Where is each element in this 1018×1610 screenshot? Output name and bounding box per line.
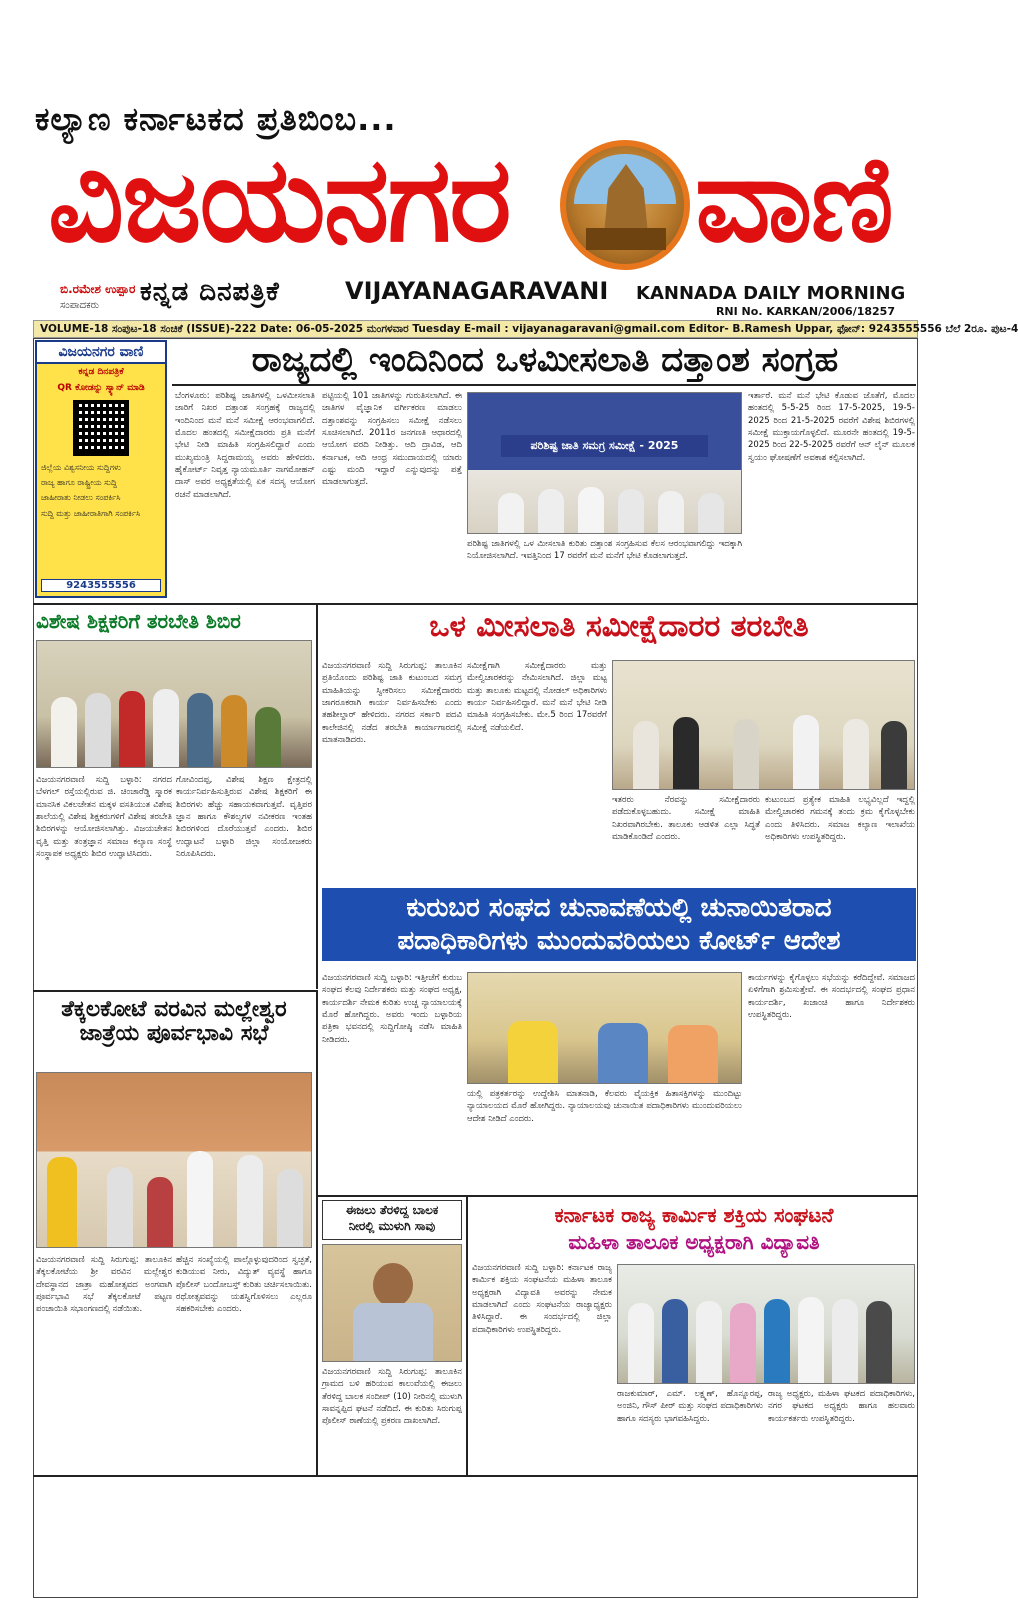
- tagline: ಕಲ್ಯಾಣ ಕರ್ನಾಟಕದ ಪ್ರತಿಬಿಂಬ...: [35, 100, 397, 138]
- editor-name: ಬಿ.ರಮೇಶ ಉಪ್ಪಾರ: [60, 282, 136, 296]
- story7-headline-line: ಮಹಿಳಾ ತಾಲೂಕ ಅಧ್ಯಕ್ಷರಾಗಿ ವಿದ್ಯಾವತಿ: [568, 1230, 820, 1254]
- story3-column: ಸಮೀಕ್ಷೆಗಾಗಿ ಸಮೀಕ್ಷೆದಾರರು ಮತ್ತು ಮೇಲ್ವಿಚಾರಕರನ್ನು ನೇಮಿಸಲಾಗಿದೆ. ಜಿಲ್ಲಾ ಮಟ್ಟ ಮತ್ತು ತಾಲೂಕು ಮಟ್ಟದಲ್ಲಿ ನೋಡಲ್ ಅಧಿಕಾರಿಗಳು ಕಾರ್ಯ ನಿರ್ವಹಿಸಲಿದ್ದಾರೆ. ಮನೆ ಮನೆ ಭೇಟಿ ನೀಡಿ ಮಾಹಿತಿ ಸಂಗ್ರಹಿಸಬೇಕು. ಮೇ.5 ರಿಂದ 17ರವರೆಗೆ ಸಮೀಕ್ಷೆ ನಡೆಯಲಿದೆ.: [467, 661, 607, 733]
- story3-column: ಕುಟುಂಬದ ಪ್ರತ್ಯೇಕ ಮಾಹಿತಿ ಲಭ್ಯವಿಲ್ಲದೆ ಇದ್ದಲ್ಲಿ ಮೇಲ್ವಿಚಾರಕರ ಗಮನಕ್ಕೆ ತಂದು ಕ್ರಮ ಕೈಗೊಳ್ಳಬೇಕು ಎಂದು ತಿಳಿಸಿದರು. ಸಮಾಜ ಕಲ್ಯಾಣ ಇಲಾಖೆಯ ಅಧಿಕಾರಿಗಳು ಉಪಸ್ಥಿತರಿದ್ದರು.: [765, 795, 915, 842]
- divider: [316, 1195, 918, 1197]
- ad-line: ಜಿಲ್ಲೆಯ ವಿಶ್ವಸನೀಯ ಸುದ್ದಿಗಳು: [41, 463, 121, 472]
- story6-photo: [322, 1244, 462, 1362]
- story1-column: ಪಟ್ಟಿಯಲ್ಲಿ 101 ಜಾತಿಗಳನ್ನು ಗುರುತಿಸಲಾಗಿದೆ. ಈ ಜಾತಿಗಳ ವೈಜ್ಞಾನಿಕ ವರ್ಗೀಕರಣ ಮಾಡಲು ದತ್ತಾಂಶವನ್ನು ಸಂಗ್ರಹಿಸಲು ಸಮೀಕ್ಷೆ ನಡೆಸಲು ಸೂಚಿಸಲಾಗಿದೆ. 2011ರ ಜನಗಣತಿ ಆಧಾರದಲ್ಲಿ ಆಯೋಗ ವರದಿ ನೀಡಿತ್ತು. ಆದಿ ದ್ರಾವಿಡ, ಆದಿ ಕರ್ನಾಟಕ, ಆದಿ ಆಂಧ್ರ ಸಮುದಾಯದಲ್ಲಿ ಯಾರು ಎಷ್ಟು ಮಂದಿ ಇದ್ದಾರೆ ಎನ್ನುವುದನ್ನು ಪತ್ತೆ ಮಾಡಲಾಗುತ್ತದೆ.: [322, 391, 462, 488]
- story5-column: ವಿಜಯನಗರವಾಣಿ ಸುದ್ದಿ ಸಿರುಗುಪ್ಪ: ತಾಲೂಕಿನ ತೆಕ್ಕಲಕೋಟೆಯ ಶ್ರೀ ವರವಿನ ಮಲ್ಲೇಶ್ವರ ದೇವಸ್ಥಾನದ ಜಾತ್ರಾ ಮಹೋತ್ಸವದ ಅಂಗವಾಗಿ ಪೂರ್ವಭಾವಿ ಸಭೆ ತೆಕ್ಕಲಕೋಟೆ ಪಟ್ಟಣ ಪಂಚಾಯಿತಿ ಸಭಾಂಗಣದಲ್ಲಿ ನಡೆಯಿತು.: [36, 1255, 172, 1315]
- story2-headline[interactable]: ವಿಶೇಷ ಶಿಕ್ಷಕರಿಗೆ ತರಬೇತಿ ಶಿಬಿರ: [36, 609, 241, 633]
- story2-column: ವಿಜಯನಗರವಾಣಿ ಸುದ್ದಿ ಬಳ್ಳಾರಿ: ನಗರದ ಬೆಳಗಲ್ ರಸ್ತೆಯಲ್ಲಿರುವ ಜಿ. ಚಿಂಚಾರೆಡ್ಡಿ ಸ್ಮಾರಕ ಮಾನಸಿಕ ವಿಕಲಚೇತನ ಮಕ್ಕಳ ವಸತಿಯುತ ವಿಶೇಷ ಶಾಲೆಯಲ್ಲಿ ವಿಶೇಷ ಶಿಕ್ಷಕರುಗಳಿಗೆ ವಿಶೇಷ ತರಬೇತಿ ಶಿಬಿರಗಳನ್ನು ಆಯೋಜಿಸಲಾಗಿತ್ತು. ವಿಜಯಚೇತನ ವೃತ್ತಿ ಮತ್ತು ತಂತ್ರಜ್ಞಾನ ಸಮಾಜ ಕಲ್ಯಾಣ ಸಂಸ್ಥೆ ಸಂಸ್ಥಾಪಕ ಅಧ್ಯಕ್ಷರು ಶಿಬಿರ ಉದ್ಘಾಟಿಸಿದರು.: [36, 775, 172, 859]
- story2-photo: [36, 640, 312, 768]
- ad-subtitle: ಕನ್ನಡ ದಿನಪತ್ರಿಕೆ: [78, 367, 124, 377]
- story3-photo: [612, 660, 915, 790]
- ad-phone: 9243555556: [41, 579, 161, 592]
- story3-column: ಇತರರು ನೆರವನ್ನು ಸಮೀಕ್ಷೆದಾರರು ಪಡೆದುಕೊಳ್ಳಬಹುದು. ಸಮೀಕ್ಷೆ ಮಾಹಿತಿ ನಿಖರವಾಗಿರಬೇಕು. ತಾಲೂಕು ಆಡಳಿತ ಎಲ್ಲಾ ಸಿದ್ಧತೆ ಮಾಡಿಕೊಂಡಿದೆ ಎಂದರು.: [612, 795, 760, 842]
- story6-headline-line: ಈಜಲು ತೆರಳಿದ್ದ ಬಾಲಕ: [345, 1203, 439, 1217]
- qr-code-icon[interactable]: [73, 400, 129, 456]
- ad-line: ರಾಜ್ಯ ಹಾಗೂ ರಾಷ್ಟ್ರೀಯ ಸುದ್ದಿ: [41, 478, 117, 488]
- story7-headline-line: ಕರ್ನಾಟಕ ರಾಜ್ಯ ಕಾರ್ಮಿಕ ಶಕ್ತಿಯ ಸಂಘಟನೆ: [554, 1203, 834, 1227]
- story6-headline[interactable]: [322, 1200, 462, 1240]
- story4-headline-line: ಕುರುಬರ ಸಂಘದ ಚುನಾವಣೆಯಲ್ಲಿ ಚುನಾಯಿತರಾದ: [406, 893, 832, 923]
- story7-column: ರಾಜಕುಮಾರ್, ಎಮ್. ಲಕ್ಷ್ಮಣ್, ಹೊನ್ನೂರಪ್ಪ, ಅಂಜಿನಿ, ಗೌಸ್ ಪೀರ್ ಮತ್ತು ಸಂಘದ ಪದಾಧಿಕಾರಿಗಳು ಹಾಗೂ ಸದಸ್ಯರು ಭಾಗವಹಿಸಿದ್ದರು.: [617, 1389, 763, 1424]
- story3-column: ವಿಜಯನಗರವಾಣಿ ಸುದ್ದಿ ಸಿರುಗುಪ್ಪ: ತಾಲೂಕಿನ ಪ್ರತಿಯೊಂದು ಪರಿಶಿಷ್ಟ ಜಾತಿ ಕುಟುಂಬದ ಸಮಗ್ರ ಮಾಹಿತಿಯನ್ನು ಸ್ವೀಕರಿಸಲು ಸಮೀಕ್ಷೆದಾರರು ಜಾಗರೂಕರಾಗಿ ಕಾರ್ಯ ನಿರ್ವಹಿಸಬೇಕು ಎಂದು ತಹಶೀಲ್ದಾರ್ ಹೇಳಿದರು. ನಗರದ ಸರ್ಕಾರಿ ಪದವಿ ಕಾಲೇಜಿನಲ್ಲಿ ನಡೆದ ತರಬೇತಿ ಕಾರ್ಯಾಗಾರದಲ್ಲಿ ಮಾತನಾಡಿದರು.: [322, 661, 462, 745]
- story4-column: ಕಾರ್ಯಗಳನ್ನು ಕೈಗೊಳ್ಳಲು ಸಭೆಯನ್ನು ಕರೆದಿದ್ದೇವೆ. ಸಮಾಜದ ಏಳಿಗೆಗಾಗಿ ಶ್ರಮಿಸುತ್ತೇವೆ. ಈ ಸಂದರ್ಭದಲ್ಲಿ ಸಂಘದ ಪ್ರಧಾನ ಕಾರ್ಯದರ್ಶಿ, ಖಜಾಂಚಿ ಹಾಗೂ ನಿರ್ದೇಶಕರು ಉಪಸ್ಥಿತರಿದ್ದರು.: [748, 973, 915, 1020]
- story1-photo: [467, 392, 742, 534]
- daily-label-english: VIJAYANAGARAVANI: [345, 277, 609, 305]
- ad-qr-text: QR ಕೋಡನ್ನು ಸ್ಕ್ಯಾನ್ ಮಾಡಿ: [57, 383, 145, 393]
- story4-column: ವಿಜಯನಗರವಾಣಿ ಸುದ್ದಿ ಬಳ್ಳಾರಿ: ಇತ್ತೀಚೆಗೆ ಕುರುಬ ಸಂಘದ ಕೆಲವು ನಿರ್ದೇಶಕರು ಮತ್ತು ಸಂಘದ ಅಧ್ಯಕ್ಷ, ಕಾರ್ಯದರ್ಶಿ ನೇಮಕ ಕುರಿತು ಉಚ್ಚ ನ್ಯಾಯಾಲಯಕ್ಕೆ ಮೊರೆ ಹೋಗಿದ್ದರು. ಅವರು ಇಂದು ಬಳ್ಳಾರಿಯ ಪತ್ರಿಕಾ ಭವನದಲ್ಲಿ ಸುದ್ದಿಗೋಷ್ಠಿ ನಡೆಸಿ ಮಾಹಿತಿ ನೀಡಿದರು.: [322, 973, 462, 1045]
- story1-column: ಬೆಂಗಳೂರು: ಪರಿಶಿಷ್ಟ ಜಾತಿಗಳಲ್ಲಿ ಒಳಮೀಸಲಾತಿ ಜಾರಿಗೆ ನಿಖರ ದತ್ತಾಂಶ ಸಂಗ್ರಹಕ್ಕೆ ರಾಜ್ಯದಲ್ಲಿ ಇಂದಿನಿಂದ ಮನೆ ಮನೆ ಸಮೀಕ್ಷೆ ಆರಂಭವಾಗಲಿದೆ. ಮೊದಲ ಹಂತದಲ್ಲಿ ಸಮೀಕ್ಷೆದಾರರು ಪ್ರತಿ ಮನೆಗೆ ಭೇಟಿ ನೀಡಿ ಮಾಹಿತಿ ಸಂಗ್ರಹಿಸಲಿದ್ದಾರೆ ಎಂದು ಮುಖ್ಯಮಂತ್ರಿ ಸಿದ್ದರಾಮಯ್ಯ ಅವರು ಹೇಳಿದರು. ಹೈಕೋರ್ಟ್ ನಿವೃತ್ತ ನ್ಯಾಯಮೂರ್ತಿ ನಾಗಮೋಹನ್ ದಾಸ್ ಅವರ ಅಧ್ಯಕ್ಷತೆಯಲ್ಲಿ ಏಕ ಸದಸ್ಯ ಆಯೋಗ ರಚನೆ ಮಾಡಲಾಗಿದೆ.: [175, 391, 315, 500]
- qr-advertisement: [35, 340, 167, 598]
- story4-photo: [467, 972, 742, 1084]
- brand-name-right: ವಾಣಿ: [695, 130, 892, 268]
- story7-photo: [617, 1264, 915, 1384]
- story5-headline-line: ತೆಕ್ಕಲಕೋಟೆ ವರವಿನ ಮಲ್ಲೇಶ್ವರ: [61, 997, 287, 1022]
- story5-photo: [36, 1072, 312, 1248]
- story5-headline[interactable]: [36, 998, 312, 1046]
- brand-name-left: ವಿಜಯನಗರ: [48, 130, 510, 268]
- daily-morning-label: KANNADA DAILY MORNING: [636, 283, 906, 304]
- story1-column: ಇರ್ತಾರೆ. ಮನೆ ಮನೆ ಭೇಟಿ ಕೊಡುವ ಜೊತೆಗೆ, ಮೊದಲ ಹಂತದಲ್ಲಿ 5-5-25 ರಿಂದ 17-5-2025, 19-5-2025 ರಿಂದ 21-5-2025 ರವರೆಗೆ ವಿಶೇಷ ಶಿಬಿರಗಳಲ್ಲಿ ಸಮೀಕ್ಷೆ ಮುಕ್ತಾಯಗೊಳ್ಳಲಿದೆ. ಮೂರನೇ ಹಂತದಲ್ಲಿ 19-5-2025 ರಿಂದ 22-5-2025 ರವರೆಗೆ ಆನ್ ಲೈನ್ ಮೂಲಕ ಸ್ವಯಂ ಘೋಷಣೆಗೆ ಅವಕಾಶ ಕಲ್ಪಿಸಲಾಗಿದೆ.: [748, 391, 915, 463]
- rni-number: RNI No. KARKAN/2006/18257: [715, 305, 895, 318]
- story1-column: ಪರಿಶಿಷ್ಟ ಜಾತಿಗಳಲ್ಲಿ ಒಳ ಮೀಸಲಾತಿ ಕುರಿತು ದತ್ತಾಂಶ ಸಂಗ್ರಹಿಸುವ ಕೆಲಸ ಆರಂಭವಾಗಲಿದ್ದು ಇದಕ್ಕಾಗಿ ನಿಯೋಜಿಸಲಾಗಿದೆ. ಇವತ್ತಿನಿಂದ 17 ರವರೆಗೆ ಮನೆ ಮನೆಗೆ ಭೇಟಿ ಕೊಡಲಾಗುತ್ತದೆ.: [467, 539, 742, 562]
- story6-headline-line: ನೀರಲ್ಲಿ ಮುಳುಗಿ ಸಾವು: [348, 1218, 436, 1233]
- temple-logo: [560, 140, 690, 270]
- divider: [316, 604, 318, 989]
- story5-column: ಹೆಚ್ಚಿನ ಸಂಖ್ಯೆಯಲ್ಲಿ ಪಾಲ್ಗೊಳ್ಳುವುದರಿಂದ ಸ್ವಚ್ಛತೆ, ಕುಡಿಯುವ ನೀರು, ವಿದ್ಯುತ್ ವ್ಯವಸ್ಥೆ ಹಾಗೂ ಪೊಲೀಸ್ ಬಂದೋಬಸ್ತ್ ಕುರಿತು ಚರ್ಚಿಸಲಾಯಿತು. ರಥೋತ್ಸವವನ್ನು ಯಶಸ್ವಿಗೊಳಿಸಲು ಎಲ್ಲರೂ ಸಹಕರಿಸಬೇಕು ಎಂದರು.: [176, 1255, 312, 1315]
- story2-column: ಗೋವಿಂದಪ್ಪ, ವಿಶೇಷ ಶಿಕ್ಷಣ ಕ್ಷೇತ್ರದಲ್ಲಿ ಕಾರ್ಯನಿರ್ವಹಿಸುತ್ತಿರುವ ವಿಶೇಷ ಶಿಕ್ಷಕರಿಗೆ ಈ ಶಿಬಿರಗಳು ಹೆಚ್ಚು ಸಹಾಯಕವಾಗುತ್ತವೆ. ವೃತ್ತಿಪರ ಜ್ಞಾನ ಹಾಗೂ ಕೌಶಲ್ಯಗಳ ನವೀಕರಣ ಇಂತಹ ಶಿಬಿರಗಳಿಂದ ದೊರೆಯುತ್ತವೆ ಎಂದರು. ಶಿಬಿರ ಉದ್ಘಾಟನೆ ಬಳ್ಳಾರಿ ಜಿಲ್ಲಾ ಸಂಯೋಜಕರು ನಿರೂಪಿಸಿದರು.: [176, 775, 312, 859]
- story7-headline[interactable]: [472, 1202, 916, 1256]
- divider: [316, 990, 318, 1475]
- story7-column: ವಿಜಯನಗರವಾಣಿ ಸುದ್ದಿ ಬಳ್ಳಾರಿ: ಕರ್ನಾಟಕ ರಾಜ್ಯ ಕಾರ್ಮಿಕ ಶಕ್ತಿಯ ಸಂಘಟನೆಯ ಮಹಿಳಾ ತಾಲೂಕ ಅಧ್ಯಕ್ಷರಾಗಿ ವಿದ್ಯಾವತಿ ಅವರನ್ನು ನೇಮಕ ಮಾಡಲಾಗಿದೆ ಎಂದು ಸಂಘಟನೆಯ ರಾಜ್ಯಾಧ್ಯಕ್ಷರು ತಿಳಿಸಿದ್ದಾರೆ. ಈ ಸಂದರ್ಭದಲ್ಲಿ ಜಿಲ್ಲಾ ಪದಾಧಿಕಾರಿಗಳು ಉಪಸ್ಥಿತರಿದ್ದರು.: [472, 1263, 612, 1335]
- ad-line: ಜಾಹೀರಾತು ನೀಡಲು ಸಂಪರ್ಕಿಸಿ: [41, 493, 121, 503]
- issue-info-bar: VOLUME-18 ಸಂಪುಟ-18 ಸಂಚಿಕೆ (ISSUE)-222 Date: 06-05-2025 ಮಂಗಳವಾರ Tuesday E-mail : vijayanagaravani@gmail.com Editor- B.Ramesh Uppar, ಫೋನ್: 9243555556 ಬೆಲೆ 2ರೂ. ಪುಟ-4: [33, 320, 918, 338]
- story4-headline-line: ಪದಾಧಿಕಾರಿಗಳು ಮುಂದುವರಿಯಲು ಕೋರ್ಟ್ ಆದೇಶ: [397, 925, 841, 956]
- story4-column: ಯಲ್ಲಿ ಪತ್ರಕರ್ತರನ್ನು ಉದ್ದೇಶಿಸಿ ಮಾತನಾಡಿ, ಕೆಲವರು ವೈಯಕ್ತಿಕ ಹಿತಾಸಕ್ತಿಗಳನ್ನು ಮುಂದಿಟ್ಟು ನ್ಯಾಯಾಲಯದ ಮೊರೆ ಹೋಗಿದ್ದರು. ನ್ಯಾಯಾಲಯವು ಚುನಾಯಿತ ಪದಾಧಿಕಾರಿಗಳು ಮುಂದುವರಿಯಲು ಆದೇಶ ನೀಡಿದೆ ಎಂದರು.: [467, 1089, 742, 1124]
- story7-column: ರಾಜ್ಯ ಅಧ್ಯಕ್ಷರು, ಮಹಿಳಾ ಘಟಕದ ಪದಾಧಿಕಾರಿಗಳು, ನಗರ ಘಟಕದ ಅಧ್ಯಕ್ಷರು ಹಾಗೂ ಹಲವಾರು ಕಾರ್ಯಕರ್ತರು ಉಪಸ್ಥಿತರಿದ್ದರು.: [768, 1389, 915, 1424]
- ad-title: ವಿಜಯನಗರ ವಾಣಿ: [37, 342, 165, 364]
- divider: [466, 1196, 468, 1475]
- story4-headline[interactable]: [322, 888, 916, 961]
- divider: [172, 384, 916, 386]
- story3-headline[interactable]: ಒಳ ಮೀಸಲಾತಿ ಸಮೀಕ್ಷೆದಾರರ ತರಬೇತಿ: [429, 609, 809, 644]
- story5-headline-line: ಜಾತ್ರೆಯ ಪೂರ್ವಭಾವಿ ಸಭೆ: [79, 1021, 269, 1047]
- story6-column: ವಿಜಯನಗರವಾಣಿ ಸುದ್ದಿ ಸಿರುಗುಪ್ಪ: ತಾಲೂಕಿನ ಗ್ರಾಮದ ಬಳಿ ಹರಿಯುವ ಕಾಲುವೆಯಲ್ಲಿ ಈಜಲು ತೆರಳಿದ್ದ ಬಾಲಕ ಸಂದೀಪ್ (10) ನೀರಿನಲ್ಲಿ ಮುಳುಗಿ ಸಾವನ್ನಪ್ಪಿದ ಘಟನೆ ನಡೆದಿದೆ. ಈ ಕುರಿತು ಸಿರುಗುಪ್ಪ ಪೊಲೀಸ್ ಠಾಣೆಯಲ್ಲಿ ಪ್ರಕರಣ ದಾಖಲಾಗಿದೆ.: [322, 1367, 462, 1427]
- divider: [33, 990, 316, 992]
- photo-banner: ಪರಿಶಿಷ್ಟ ಜಾತಿ ಸಮಗ್ರ ಸಮೀಕ್ಷೆ - 2025: [501, 435, 708, 457]
- ad-line: ಸುದ್ದಿ ಮತ್ತು ಜಾಹೀರಾತಿಗಾಗಿ ಸಂಪರ್ಕಿಸಿ: [41, 508, 141, 518]
- divider: [33, 603, 918, 605]
- daily-label-kannada: ಕನ್ನಡ ದಿನಪತ್ರಿಕೆ: [140, 277, 280, 307]
- divider: [33, 1475, 918, 1477]
- masthead: [0, 0, 945, 320]
- editor-role: ಸಂಪಾದಕರು: [60, 300, 100, 311]
- lead-headline[interactable]: ರಾಜ್ಯದಲ್ಲಿ ಇಂದಿನಿಂದ ಒಳಮೀಸಲಾತಿ ದತ್ತಾಂಶ ಸಂಗ್ರಹ: [251, 340, 839, 380]
